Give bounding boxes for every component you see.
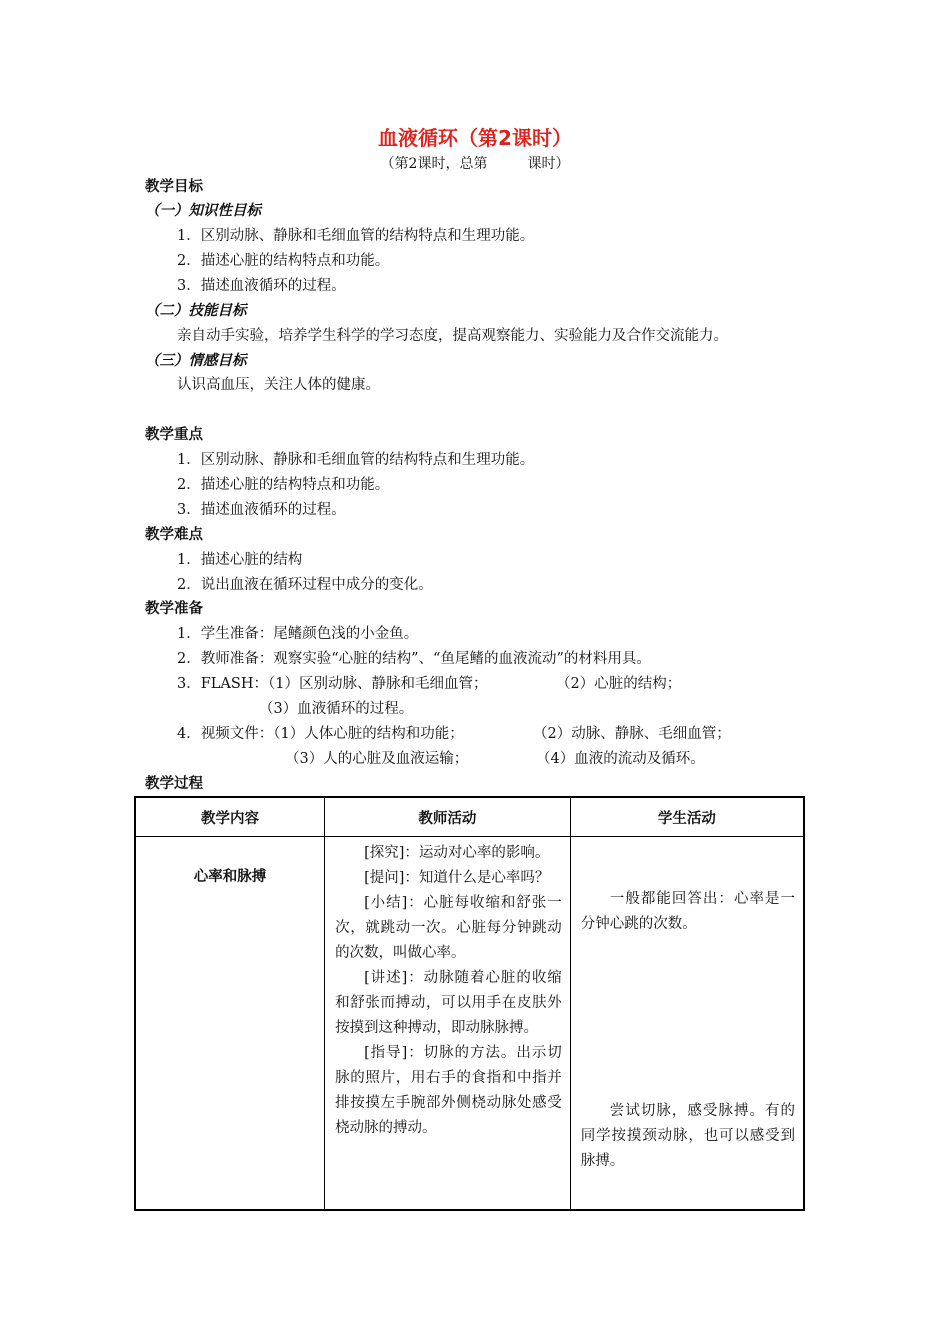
teacher-paragraph: [提问]：知道什么是心率吗？ (364, 870, 550, 886)
key-point-item: 2．描述心脏的结构特点和功能。 (177, 477, 390, 493)
emotion-text: 认识高血压，关注人体的健康。 (177, 377, 380, 393)
skill-text: 亲自动手实验，培养学生科学的学习态度，提高观察能力、实验能力及合作交流能力。 (177, 328, 728, 344)
lesson-count (0, 153, 950, 173)
process-table (134, 796, 805, 1211)
skill-heading: （二）技能目标 (145, 303, 247, 319)
preparation-item: 1．学生准备：尾鳍颜色浅的小金鱼。 (177, 626, 419, 642)
teacher-activities (325, 837, 570, 1147)
teacher-cell (325, 837, 571, 1211)
difficulty-item: 1．描述心脏的结构 (177, 552, 303, 568)
table-header-row (135, 797, 804, 837)
column-header-teacher: 教师活动 (325, 797, 571, 837)
preparation-item: 2．教师准备：观察实验“心脏的结构”、“鱼尾鳍的血液流动”的材料用具。 (177, 651, 651, 667)
preparation-item: （2）心脏的结构； (556, 676, 682, 692)
objectives-heading: 教学目标 (145, 179, 203, 195)
key-points-heading: 教学重点 (145, 427, 203, 443)
table-row (135, 837, 804, 1211)
column-header-content: 教学内容 (135, 797, 325, 837)
content-cell (135, 837, 325, 1211)
column-header-student: 学生活动 (570, 797, 804, 837)
teacher-paragraph: [小结]：心脏每收缩和舒张一次，就跳动一次。心脏每分钟跳动的次数，叫做心率。 (335, 895, 562, 961)
lesson-count-left: （第2课时，总第 (380, 156, 488, 172)
page-title: 血液循环（第2课时） (378, 126, 572, 150)
preparation-item: （3）血液循环的过程。 (259, 701, 414, 717)
emotion-heading: （三）情感目标 (145, 353, 247, 369)
difficulties-heading: 教学难点 (145, 527, 203, 543)
teacher-paragraph: [讲述]：动脉随着心脏的收缩和舒张而搏动，可以用手在皮肤外按摸到这种搏动，即动脉脉搏。 (335, 970, 562, 1036)
student-activities (571, 837, 803, 1209)
difficulty-item: 2．说出血液在循环过程中成分的变化。 (177, 577, 433, 593)
key-point-item: 1．区别动脉、静脉和毛细血管的结构特点和生理功能。 (177, 452, 535, 468)
student-cell (570, 837, 804, 1211)
process-heading: 教学过程 (145, 776, 203, 792)
student-paragraph: 一般都能回答出：心率是一分钟心跳的次数。 (580, 891, 795, 932)
knowledge-item: 3．描述血液循环的过程。 (177, 278, 346, 294)
teacher-paragraph: [探究]：运动对心率的影响。 (364, 845, 550, 861)
key-point-item: 3．描述血液循环的过程。 (177, 502, 346, 518)
knowledge-item: 2．描述心脏的结构特点和功能。 (177, 253, 390, 269)
preparation-heading: 教学准备 (145, 601, 203, 617)
preparation-item: 4．视频文件：（1）人体心脏的结构和功能； (177, 726, 464, 742)
preparation-item: （2）动脉、静脉、毛细血管； (533, 726, 731, 742)
preparation-item: （4）血液的流动及循环。 (536, 751, 705, 767)
teacher-paragraph: [指导]：切脉的方法。出示切脉的照片，用右手的食指和中指并排按摸左手腕部外侧桡动脉处感受桡动脉的搏动。 (335, 1045, 562, 1136)
lesson-count-right: 课时） (527, 156, 570, 172)
preparation-item: 3．FLASH：（1）区别动脉、静脉和毛细血管； (177, 676, 488, 692)
student-paragraph: 尝试切脉，感受脉搏。有的同学按摸颈动脉，也可以感受到脉搏。 (580, 1103, 795, 1169)
knowledge-item: 1．区别动脉、静脉和毛细血管的结构特点和生理功能。 (177, 228, 535, 244)
content-topic: 心率和脉搏 (193, 869, 267, 885)
knowledge-heading: （一）知识性目标 (145, 203, 261, 219)
preparation-item: （3）人的心脏及血液运输； (285, 751, 469, 767)
